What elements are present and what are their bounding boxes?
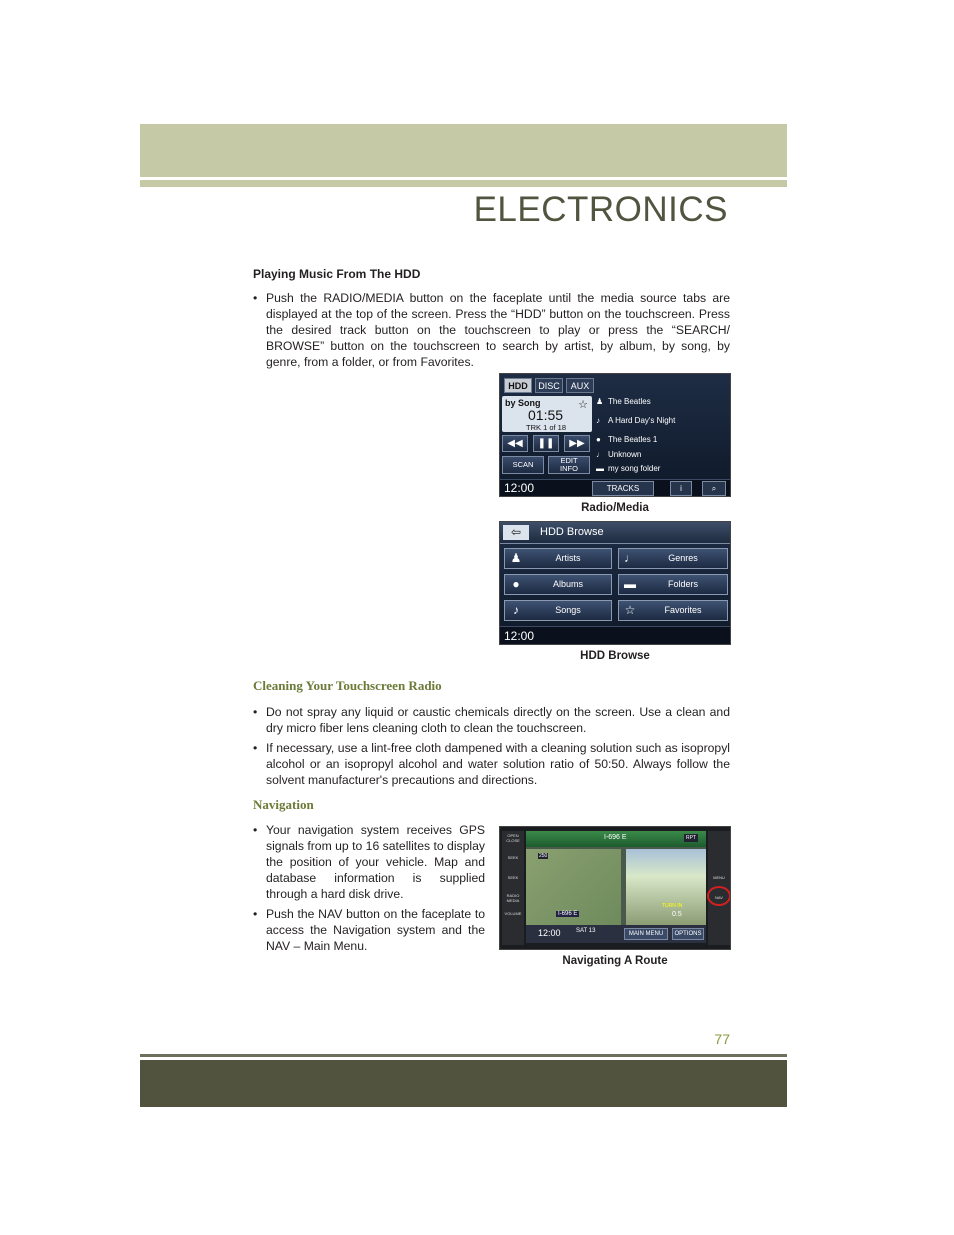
radio-media-button[interactable]: RADIO MEDIA bbox=[506, 893, 520, 903]
turn-distance: 0.5 bbox=[672, 911, 682, 918]
exit-road: I-696 E bbox=[558, 911, 578, 917]
button-label: Genres bbox=[668, 553, 698, 563]
edit-info-label-2: INFO bbox=[560, 464, 578, 473]
track-label: Unknown bbox=[608, 450, 642, 459]
tracks-button[interactable]: TRACKS bbox=[592, 481, 654, 496]
note-icon: ♪ bbox=[513, 603, 519, 617]
satellite-count: SAT 13 bbox=[576, 928, 596, 934]
bullet-dot: • bbox=[253, 907, 258, 921]
back-arrow-icon[interactable]: ⇦ bbox=[503, 525, 529, 540]
bullet-cleaning-1 bbox=[253, 704, 730, 736]
bullet-cleaning-2 bbox=[253, 740, 730, 788]
note-icon: ♪ bbox=[596, 416, 600, 425]
elapsed-time: 01:55 bbox=[528, 407, 564, 423]
fast-forward-button[interactable]: ▶▶ bbox=[564, 435, 590, 452]
person-icon: ♟ bbox=[510, 551, 522, 565]
bullet-text: Push the NAV button on the faceplate to access the Navigation system and the NAV – Main Menu. bbox=[266, 907, 485, 953]
faceplate-left bbox=[502, 831, 524, 945]
current-road: I-696 E bbox=[604, 834, 627, 841]
pause-button[interactable]: ❚❚ bbox=[533, 435, 559, 452]
volume-knob[interactable]: VOLUME bbox=[504, 911, 522, 916]
bullet-dot: • bbox=[253, 705, 258, 719]
nav-display bbox=[526, 831, 706, 943]
track-row[interactable] bbox=[596, 435, 657, 444]
tab-aux[interactable]: AUX bbox=[566, 378, 594, 393]
hdd-browse-titlebar bbox=[500, 522, 730, 544]
rewind-button[interactable]: ◀◀ bbox=[502, 435, 528, 452]
track-row[interactable] bbox=[596, 450, 641, 459]
nav-bottom-bar bbox=[526, 925, 706, 943]
header-band bbox=[140, 124, 787, 177]
bullet-text: If necessary, use a lint-free cloth dampened with a cleaning solution such as isopropyl alcohol or an isopropyl alcohol and water solution ratio of 50:50. Always follow the solvent manufacturer's precautions and directions. bbox=[266, 741, 730, 787]
caption-hdd-browse: HDD Browse bbox=[580, 650, 650, 662]
bullet-playing bbox=[253, 290, 730, 370]
button-label: Favorites bbox=[664, 605, 702, 615]
nav-button-highlight bbox=[707, 886, 731, 906]
browse-folders-button[interactable] bbox=[618, 574, 728, 595]
bullet-dot: • bbox=[253, 741, 258, 755]
heading-navigation: Navigation bbox=[253, 797, 314, 812]
bullet-navigation-1 bbox=[253, 822, 485, 902]
button-label: Artists bbox=[555, 553, 581, 563]
hdd-browse-title: HDD Browse bbox=[540, 526, 604, 538]
page-number: 77 bbox=[714, 1031, 730, 1047]
bullet-dot: • bbox=[253, 823, 258, 837]
browse-artists-button[interactable] bbox=[504, 548, 612, 569]
person-icon: ♟ bbox=[596, 397, 604, 406]
heading-playing-music: Playing Music From The HDD bbox=[253, 267, 421, 281]
caption-navigating-route: Navigating A Route bbox=[562, 955, 668, 967]
footer-band bbox=[140, 1060, 787, 1107]
track-label: The Beatles 1 bbox=[608, 435, 658, 444]
browse-songs-button[interactable] bbox=[504, 600, 612, 621]
bullet-text: Do not spray any liquid or caustic chemicals directly on the screen. Use a clean and dry micro fiber lens cleaning cloth to clean the touchscreen. bbox=[266, 705, 730, 735]
main-menu-button[interactable]: MAIN MENU bbox=[624, 928, 668, 940]
bullet-navigation-2 bbox=[253, 906, 485, 954]
hdd-bottom-bar bbox=[500, 626, 730, 645]
clock: 12:00 bbox=[538, 928, 561, 938]
scan-button[interactable]: SCAN bbox=[502, 456, 544, 474]
disc-icon: ● bbox=[596, 435, 601, 444]
track-row[interactable] bbox=[596, 464, 660, 473]
radio-bottom-bar bbox=[500, 479, 730, 497]
browse-genres-button[interactable] bbox=[618, 548, 728, 569]
button-label: Folders bbox=[667, 579, 698, 589]
bullet-dot: • bbox=[253, 291, 258, 305]
turn-in-label: TURN IN bbox=[662, 903, 683, 909]
header-rule bbox=[140, 180, 787, 187]
edit-info-button[interactable] bbox=[548, 456, 590, 474]
clock: 12:00 bbox=[504, 481, 535, 495]
hdd-browse-screen bbox=[499, 521, 731, 645]
menu-button[interactable]: MENU bbox=[713, 875, 725, 880]
folder-icon: ▬ bbox=[596, 464, 604, 473]
section-title: ELECTRONICS bbox=[473, 190, 728, 229]
bullet-text: Push the RADIO/MEDIA button on the faceplate until the media source tabs are displayed at the top of the screen. Press the “HDD” button on the touchscreen. Press the desired track button on the touchscreen to play or press the “SEARCH/ BROWSE” button on the touchscreen to search by artist, by album, by song, by genre, from a folder, or from Favorites. bbox=[266, 291, 730, 369]
radio-media-screen bbox=[499, 373, 731, 497]
guitar-icon: ♩ bbox=[624, 551, 636, 565]
track-label: A Hard Day's Night bbox=[608, 416, 676, 425]
browse-albums-button[interactable] bbox=[504, 574, 612, 595]
search-icon[interactable]: ⌕ bbox=[702, 481, 726, 496]
caption-radio-media: Radio/Media bbox=[581, 502, 649, 514]
heading-cleaning: Cleaning Your Touchscreen Radio bbox=[253, 678, 442, 693]
star-icon: ☆ bbox=[624, 603, 636, 617]
track-number: TRK 1 of 18 bbox=[526, 423, 567, 432]
clock: 12:00 bbox=[504, 629, 535, 643]
open-close-button[interactable]: OPEN CLOSE bbox=[506, 833, 520, 843]
guitar-icon: ♩ bbox=[596, 450, 604, 459]
nav-button[interactable]: NAV bbox=[715, 895, 723, 900]
browse-mode-label: by Song bbox=[505, 398, 541, 408]
track-label: my song folder bbox=[608, 464, 661, 473]
repeat-button[interactable]: RPT bbox=[686, 835, 696, 841]
tab-hdd[interactable]: HDD bbox=[504, 378, 532, 393]
edit-info-label-1: EDIT bbox=[560, 456, 578, 465]
track-row[interactable] bbox=[596, 416, 675, 425]
seek-up-button[interactable]: SEEK bbox=[507, 855, 519, 860]
tab-disc[interactable]: DISC bbox=[535, 378, 563, 393]
track-label: The Beatles bbox=[608, 397, 651, 406]
favorite-star-icon[interactable]: ☆ bbox=[578, 399, 588, 411]
button-label: Albums bbox=[552, 579, 583, 589]
folder-icon: ▬ bbox=[624, 577, 636, 591]
now-playing-panel bbox=[502, 396, 592, 432]
seek-down-button[interactable]: SEEK bbox=[507, 875, 519, 880]
bullet-text: Your navigation system receives GPS signals from up to 16 satellites to display the position of your vehicle. Map and database information is supplied through a hard disk drive. bbox=[266, 823, 485, 901]
info-icon[interactable]: i bbox=[670, 481, 692, 496]
button-label: Songs bbox=[555, 605, 581, 615]
browse-favorites-button[interactable] bbox=[618, 600, 728, 621]
track-row[interactable] bbox=[596, 397, 651, 406]
junction-view bbox=[626, 849, 706, 927]
nav-road-bar bbox=[526, 831, 706, 847]
disc-icon: ● bbox=[512, 577, 520, 591]
options-button[interactable]: OPTIONS bbox=[672, 928, 704, 940]
navigation-unit-photo bbox=[499, 826, 731, 950]
map-scale: 250 bbox=[539, 853, 548, 859]
footer-rule bbox=[140, 1054, 787, 1057]
